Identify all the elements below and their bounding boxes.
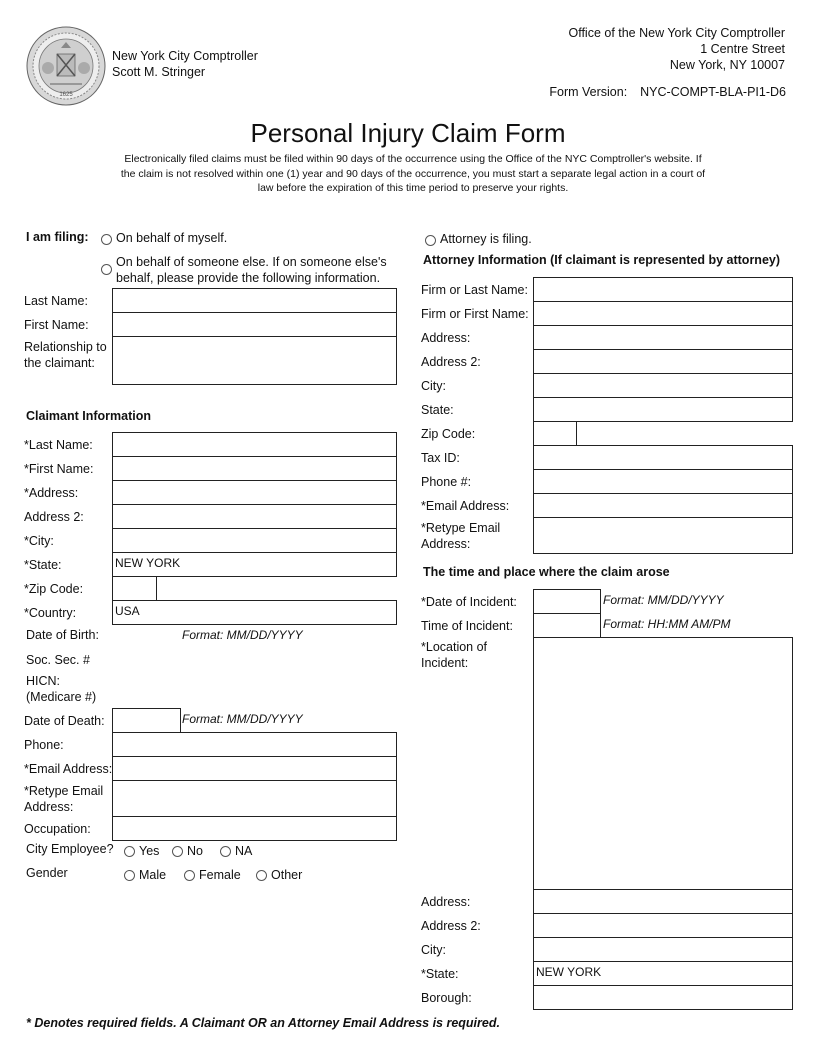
claimant-phone-label: Phone:: [24, 738, 64, 752]
intro-text: Electronically filed claims must be filed within 90 days of the occurrence using the Office of the NYC Comptroller's website. If the claim is not resolved within one (1) year and 90 days of the occurrence, you must start a separate legal action in a court of law before the expiration of this time period to preserve your rights.: [120, 153, 706, 194]
label-gender-male: Male: [139, 868, 167, 882]
claimant-retype-email-label: *Retype Email: [24, 784, 104, 798]
label-attorney: Attorney is filing.: [440, 232, 532, 246]
incident-date-format: Format: MM/DD/YYYY: [603, 593, 724, 607]
claimant-email-label: *Email Address:: [24, 762, 113, 776]
dod-format: Format: MM/DD/YYYY: [182, 712, 303, 726]
atty-phone-input[interactable]: [533, 469, 793, 494]
incident-time-format: Format: HH:MM AM/PM: [603, 617, 731, 631]
label-employee-no: No: [187, 844, 203, 858]
hicn-label: HICN:: [26, 674, 61, 688]
atty-firm-first-input[interactable]: [533, 301, 793, 326]
atty-zip-label: Zip Code:: [421, 427, 476, 441]
atty-retype-email-input[interactable]: [533, 517, 793, 554]
claimant-address2-input[interactable]: [112, 504, 397, 529]
radio-employee-na[interactable]: [220, 846, 231, 857]
incident-location-label: *Location of: [421, 640, 488, 654]
atty-state-label: State:: [421, 403, 454, 417]
nyc-seal: [26, 26, 106, 106]
atty-firm-last-label: Firm or Last Name:: [421, 283, 528, 297]
label-someone-else: On behalf of someone else. If on someone else's behalf, please provide the following information.: [116, 255, 387, 285]
radio-gender-other[interactable]: [256, 870, 267, 881]
form-version-value: NYC-COMPT-BLA-PI1-D6: [640, 85, 786, 99]
radio-gender-female[interactable]: [184, 870, 195, 881]
incident-address2-label: Address 2:: [421, 919, 481, 933]
incident-borough-label: Borough:: [421, 991, 472, 1005]
label-employee-yes: Yes: [139, 844, 160, 858]
page-title: Personal Injury Claim Form: [250, 118, 566, 148]
atty-address2-input[interactable]: [533, 349, 793, 374]
atty-firm-last-input[interactable]: [533, 277, 793, 302]
rep-first-name-input[interactable]: [112, 312, 397, 337]
office-line3: New York, NY 10007: [669, 58, 785, 72]
claimant-retype-email-input[interactable]: [112, 780, 397, 817]
incident-city-input[interactable]: [533, 937, 793, 962]
claimant-state-input[interactable]: NEW YORK: [112, 552, 397, 577]
atty-zip-input[interactable]: [533, 421, 577, 446]
incident-section-title: The time and place where the claim arose: [423, 565, 670, 579]
radio-gender-male[interactable]: [124, 870, 135, 881]
claimant-first-name-label: *First Name:: [24, 462, 94, 476]
claimant-retype-email-label2: Address:: [24, 800, 74, 814]
incident-date-input[interactable]: [533, 589, 601, 614]
seal-year: 1625: [59, 92, 73, 98]
atty-address2-label: Address 2:: [421, 355, 481, 369]
hicn-sub-label: (Medicare #): [26, 690, 97, 704]
incident-address2-input[interactable]: [533, 913, 793, 938]
claimant-address-input[interactable]: [112, 480, 397, 505]
form-version-label: Form Version:: [549, 85, 628, 99]
atty-address-input[interactable]: [533, 325, 793, 350]
dob-format: Format: MM/DD/YYYY: [182, 628, 303, 642]
dod-label: Date of Death:: [24, 714, 105, 728]
atty-state-input[interactable]: [533, 397, 793, 422]
label-employee-na: NA: [235, 844, 253, 858]
claimant-last-name-label: *Last Name:: [24, 438, 93, 452]
claimant-city-input[interactable]: [112, 528, 397, 553]
claimant-city-label: *City:: [24, 534, 54, 548]
atty-taxid-label: Tax ID:: [421, 451, 460, 465]
radio-employee-no[interactable]: [172, 846, 183, 857]
label-gender-other: Other: [271, 868, 303, 882]
claimant-email-input[interactable]: [112, 756, 397, 781]
gender-label: Gender: [26, 866, 68, 880]
rep-last-name-label: Last Name:: [24, 294, 88, 308]
filing-label: I am filing:: [26, 230, 89, 244]
label-myself: On behalf of myself.: [116, 231, 228, 245]
label-gender-female: Female: [199, 868, 241, 882]
atty-email-input[interactable]: [533, 493, 793, 518]
atty-city-input[interactable]: [533, 373, 793, 398]
atty-email-label: *Email Address:: [421, 499, 510, 513]
incident-city-label: City:: [421, 943, 446, 957]
org-name: New York City Comptroller: [112, 49, 258, 63]
claimant-zip-label: *Zip Code:: [24, 582, 84, 596]
city-employee-label: City Employee?: [26, 842, 114, 856]
claimant-zip-input[interactable]: [112, 576, 157, 601]
atty-city-label: City:: [421, 379, 446, 393]
claimant-last-name-input[interactable]: [112, 432, 397, 457]
occupation-input[interactable]: [112, 816, 397, 841]
radio-myself[interactable]: [101, 234, 112, 245]
incident-time-label: Time of Incident:: [421, 619, 513, 633]
ssn-label: Soc. Sec. #: [26, 653, 90, 667]
incident-location-label2: Incident:: [421, 656, 469, 670]
office-line1: Office of the New York City Comptroller: [568, 26, 785, 40]
radio-attorney[interactable]: [425, 235, 436, 246]
incident-address-label: Address:: [421, 895, 471, 909]
incident-state-input[interactable]: NEW YORK: [533, 961, 793, 986]
incident-address-input[interactable]: [533, 889, 793, 914]
office-address: [568, 25, 785, 73]
incident-time-input[interactable]: [533, 613, 601, 638]
relationship-label: Relationship to the claimant:: [24, 340, 107, 370]
dod-input[interactable]: [112, 708, 181, 733]
incident-state-label: *State:: [421, 967, 459, 981]
atty-firm-first-label: Firm or First Name:: [421, 307, 529, 321]
required-fields-note: * Denotes required fields. A Claimant OR an Attorney Email Address is required.: [26, 1016, 500, 1030]
claimant-country-input[interactable]: USA: [112, 600, 397, 625]
atty-retype-email-label2: Address:: [421, 537, 471, 551]
atty-address-label: Address:: [421, 331, 471, 345]
attorney-section-title: Attorney Information (If claimant is represented by attorney): [423, 253, 781, 267]
rep-last-name-input[interactable]: [112, 288, 397, 313]
incident-location-input[interactable]: [533, 637, 793, 890]
comptroller-name: Scott M. Stringer: [112, 65, 206, 79]
occupation-label: Occupation:: [24, 822, 91, 836]
claimant-country-label: *Country:: [24, 606, 77, 620]
claimant-phone-input[interactable]: [112, 732, 397, 757]
atty-taxid-input[interactable]: [533, 445, 793, 470]
incident-borough-input[interactable]: [533, 985, 793, 1010]
rep-first-name-label: First Name:: [24, 318, 89, 332]
claimant-section-title: Claimant Information: [26, 409, 152, 423]
claimant-state-label: *State:: [24, 558, 62, 572]
atty-retype-email-label: *Retype Email: [421, 521, 501, 535]
incident-date-label: *Date of Incident:: [421, 595, 517, 609]
dob-label: Date of Birth:: [26, 628, 99, 642]
relationship-input[interactable]: [112, 336, 397, 385]
claimant-address-label: *Address:: [24, 486, 79, 500]
office-line2: 1 Centre Street: [700, 42, 785, 56]
form-version: [549, 85, 786, 99]
radio-someone-else[interactable]: [101, 264, 112, 275]
atty-phone-label: Phone #:: [421, 475, 472, 489]
radio-employee-yes[interactable]: [124, 846, 135, 857]
claimant-first-name-input[interactable]: [112, 456, 397, 481]
claimant-address2-label: Address 2:: [24, 510, 84, 524]
